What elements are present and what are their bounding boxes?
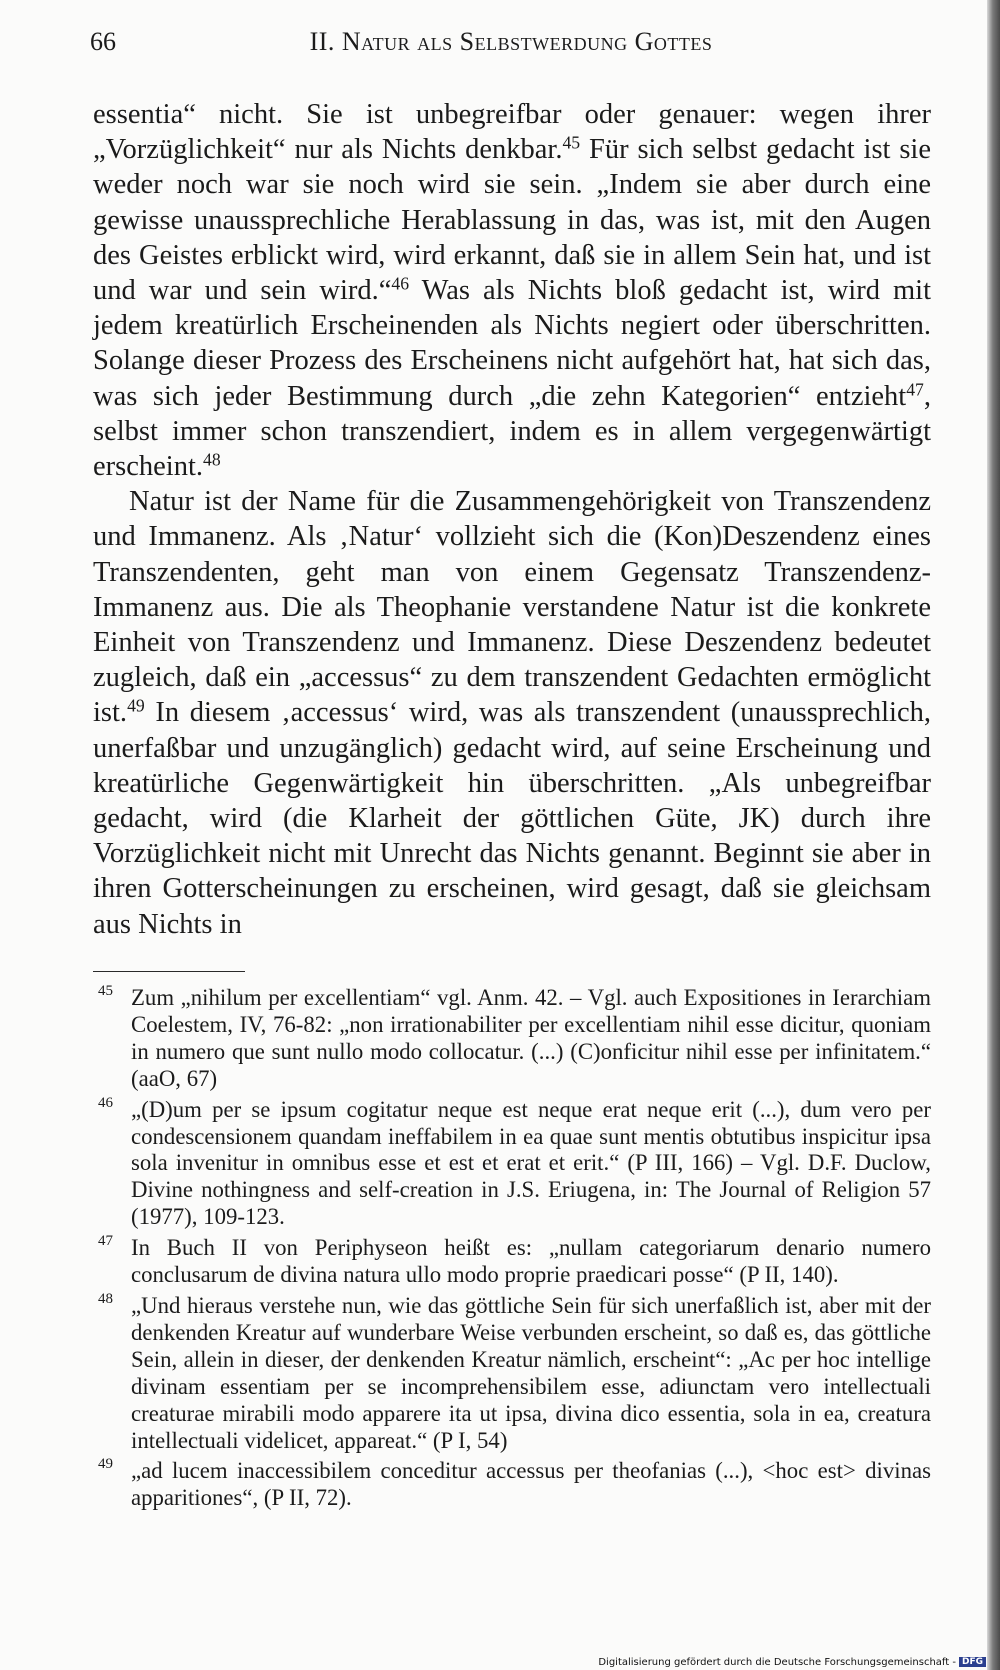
footnote-number: 48 bbox=[98, 1290, 113, 1307]
paragraph-1 bbox=[93, 97, 931, 484]
footnotes bbox=[93, 985, 931, 1516]
footnote-text: „Und hieraus verstehe nun, wie das göttliche Sein für sich unerfaßlich ist, aber mit der denkenden Kreatur auf wunderbare Weise verbunden erscheint, so daß es, das göttliche Sein, allein in dieser, der denkenden Kreatur nämlich, erscheint“: „Ac per hoc intellige divinam essentiam per se incomprehensibilem esse, adiunctam vero intellectuali creaturae mirabili modo apparere ita ut ipsa, divina dico essentia, sola in ea, creatura intellectuali videlicet, appareat.“ (P I, 54) bbox=[131, 1292, 931, 1453]
digitization-credit bbox=[598, 1657, 986, 1668]
running-head: II. Natur als Selbstwerdung Gottes bbox=[309, 27, 713, 56]
footnote bbox=[93, 1458, 931, 1512]
text-run: Natur ist der Name für die Zusammengehörigkeit von Transzendenz und Immanenz. Als ‚Natur‘ vollzieht sich die (Kon)Deszendenz eines Transzendenten, geht man von einem Gegensatz Transzendenz-Immanenz aus. Die als Theophanie verstandene Natur ist die konkrete Einheit von Transzendenz und Immanenz. Diese Deszendenz bedeutet zugleich, daß ein „accessus“ zu dem transzendent Gedachten ermöglicht ist. bbox=[93, 486, 931, 729]
footnote bbox=[93, 985, 931, 1093]
text-run: Für sich selbst gedacht ist sie weder noch war sie noch wird sie sein. „Indem sie aber durch eine gewisse unaussprechliche Herablassung in das, was ist, mit den Augen des Geistes erblickt wird, wird erkannt, daß sie in allem Sein hat, und ist und war und sein wird.“ bbox=[93, 134, 931, 307]
footnote-number: 45 bbox=[98, 983, 113, 999]
footnote-ref: 47 bbox=[906, 378, 924, 399]
footnote-ref: 46 bbox=[391, 273, 410, 294]
footnote-text: In Buch II von Periphyseon heißt es: „nullam categoriarum denario numero conclusarum de divina natura ullo modo proprie praedicari posse“ (P II, 140). bbox=[131, 1235, 931, 1288]
footnote-number: 47 bbox=[98, 1233, 113, 1250]
paragraph-2 bbox=[93, 484, 931, 942]
footnote-rule bbox=[93, 971, 245, 972]
footnote-ref: 45 bbox=[562, 132, 581, 153]
body-text bbox=[93, 97, 931, 942]
footnote-number: 49 bbox=[98, 1456, 113, 1473]
footnote-ref: 48 bbox=[203, 449, 221, 470]
page-number: 66 bbox=[90, 27, 116, 56]
footnote-ref: 49 bbox=[127, 695, 145, 716]
footnote bbox=[93, 1094, 931, 1232]
text-run: In diesem ‚accessus‘ wird, was als transzendent (unaussprechlich, unerfaßbar und unzugänglich) gedacht wird, auf seine Erscheinung und kreatürliche Gegenwärtigkeit hin überschritten. „Als unbegreifbar gedacht, wird (die Klarheit der göttlichen Güte, JK) durch ihre Vorzüglichkeit nicht mit Unrecht das Nichts genannt. Beginnt sie aber in ihren Gotterscheinungen zu erscheinen, wird gesagt, daß sie gleichsam aus Nichts in bbox=[93, 697, 931, 940]
footnote bbox=[93, 1290, 931, 1454]
footnote-number: 46 bbox=[98, 1094, 113, 1111]
footnote-text: „ad lucem inaccessibilem conceditur accessus per theofanias (...), <hoc est> divinas apparitiones“, (P II, 72). bbox=[131, 1458, 931, 1511]
footnote-text: Zum „nihilum per excellentiam“ vgl. Anm. 42. – Vgl. auch Expositiones in Ierarchiam Coelestem, IV, 76-82: „non irrationabiliter per excellentiam nihil esse dicitur, quoniam in numero que sunt nullo modo collocatur. (...) (C)onficitur nihil esse per infinitatem.“ (aaO, 67) bbox=[131, 985, 931, 1091]
text-run: Was als Nichts bloß gedacht ist, wird mit jedem kreatürlich Erscheinenden als Nichts negiert oder überschritten. Solange dieser Prozess des Erscheinens nicht aufgehört hat, hat sich das, was sich jeder Bestimmung durch „die zehn Kategorien“ entzieht bbox=[93, 275, 931, 412]
page-header bbox=[90, 25, 932, 65]
credit-text: Digitalisierung gefördert durch die Deutsche Forschungsgemeinschaft - bbox=[598, 1657, 956, 1668]
text-run: essentia“ nicht. Sie ist unbegreifbar oder genauer: wegen ihrer „Vorzüglichkeit“ nur als Nichts denkbar. bbox=[93, 99, 931, 166]
dfg-logo: DFG bbox=[959, 1657, 986, 1667]
footnote bbox=[93, 1235, 931, 1289]
page-edge bbox=[987, 0, 1000, 1670]
text-run: , selbst immer schon transzendiert, indem es in allem vergegenwärtigt erscheint. bbox=[93, 380, 931, 483]
footnote-text: „(D)um per se ipsum cogitatur neque est neque erat neque erit (...), dum vero per condescensionem quandam ineffabilem in ea quae sunt mentis obtutibus inspicitur ipsa sola invenitur in omnibus esse et est et erat et erit.“ (P III, 166) – Vgl. D.F. Duclow, Divine nothingness and self-creation in J.S. Eriugena, in: The Journal of Religion 57 (1977), 109-123. bbox=[131, 1096, 931, 1230]
